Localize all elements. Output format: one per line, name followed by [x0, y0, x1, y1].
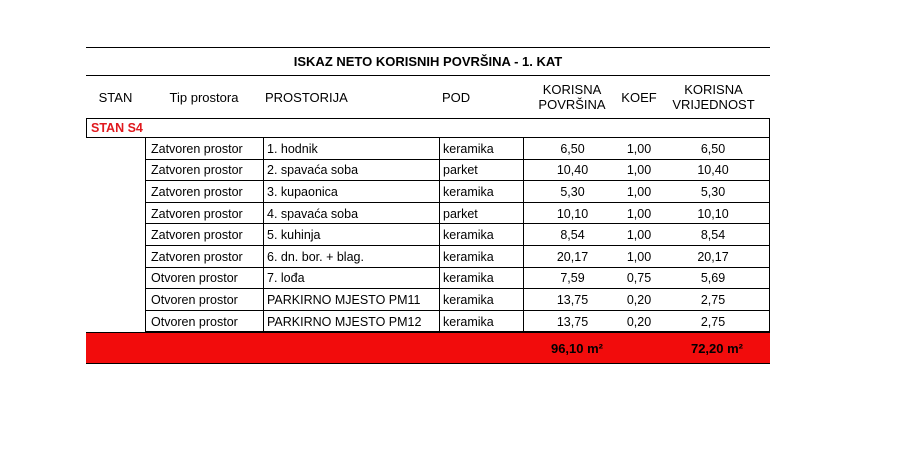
korisna-vrijednost-cell: 6,50	[657, 138, 770, 160]
pod-cell: parket	[439, 203, 523, 225]
header-prostorija: PROSTORIJA	[265, 89, 348, 105]
prostorija-cell: 5. kuhinja	[263, 224, 439, 246]
tip-prostora-cell: Zatvoren prostor	[145, 138, 263, 160]
total-row	[86, 332, 770, 364]
pod-cell: keramika	[439, 138, 523, 160]
prostorija-cell: 6. dn. bor. + blag.	[263, 246, 439, 268]
header-pod: POD	[442, 89, 471, 105]
prostorija-cell: 1. hodnik	[263, 138, 439, 160]
korisna-vrijednost-cell: 2,75	[657, 311, 770, 333]
korisna-povrsina-cell: 13,75	[523, 311, 621, 333]
koef-cell: 1,00	[626, 249, 652, 264]
korisna-povrsina-cell: 20,17	[523, 246, 621, 268]
tip-prostora-cell: Zatvoren prostor	[145, 246, 263, 268]
koef-cell: 1,00	[626, 184, 652, 199]
korisna-vrijednost-cell: 20,17	[657, 246, 770, 268]
tip-prostora-cell: Zatvoren prostor	[145, 181, 263, 203]
total-vrijednost: 72,20 m²	[690, 340, 744, 356]
korisna-povrsina-cell: 6,50	[523, 138, 621, 160]
koef-cell: 1,00	[626, 206, 652, 221]
table-body	[86, 138, 770, 332]
pod-cell: parket	[439, 160, 523, 182]
prostorija-cell: PARKIRNO MJESTO PM12	[263, 311, 439, 333]
koef-cell: 0,75	[626, 271, 652, 286]
tip-prostora-cell: Zatvoren prostor	[145, 160, 263, 182]
tip-prostora-cell: Otvoren prostor	[145, 289, 263, 311]
table-row	[86, 181, 770, 203]
korisna-povrsina-cell: 8,54	[523, 224, 621, 246]
table-title: ISKAZ NETO KORISNIH POVRŠINA - 1. KAT	[86, 47, 770, 76]
table-row	[86, 138, 770, 160]
area-table	[86, 47, 770, 364]
table-row	[86, 224, 770, 246]
pod-cell: keramika	[439, 289, 523, 311]
prostorija-cell: 7. lođa	[263, 268, 439, 290]
korisna-povrsina-cell: 10,40	[523, 160, 621, 182]
header-koef: KOEF	[621, 89, 657, 105]
prostorija-cell: 3. kupaonica	[263, 181, 439, 203]
koef-cell: 1,00	[626, 228, 652, 243]
pod-cell: keramika	[439, 311, 523, 333]
tip-prostora-cell: Zatvoren prostor	[145, 203, 263, 225]
koef-cell: 1,00	[626, 163, 652, 178]
table-row	[86, 203, 770, 225]
korisna-vrijednost-cell: 2,75	[657, 289, 770, 311]
pod-cell: keramika	[439, 181, 523, 203]
pod-cell: keramika	[439, 268, 523, 290]
tip-prostora-cell: Zatvoren prostor	[145, 224, 263, 246]
koef-cell: 1,00	[626, 141, 652, 156]
koef-cell: 0,20	[626, 314, 652, 329]
korisna-povrsina-cell: 7,59	[523, 268, 621, 290]
header-korisna-povrsina: KORISNA POVRŠINA	[538, 82, 606, 112]
total-povrsina: 96,10 m²	[550, 340, 604, 356]
pod-cell: keramika	[439, 246, 523, 268]
header-row	[86, 76, 770, 118]
korisna-povrsina-cell: 5,30	[523, 181, 621, 203]
korisna-vrijednost-cell: 10,40	[657, 160, 770, 182]
pod-cell: keramika	[439, 224, 523, 246]
koef-cell: 0,20	[626, 292, 652, 307]
header-korisna-vrijednost: KORISNA VRIJEDNOST	[672, 82, 755, 112]
table-row	[86, 246, 770, 268]
korisna-povrsina-cell: 10,10	[523, 203, 621, 225]
tip-prostora-cell: Otvoren prostor	[145, 268, 263, 290]
korisna-vrijednost-cell: 5,69	[657, 268, 770, 290]
prostorija-cell: PARKIRNO MJESTO PM11	[263, 289, 439, 311]
header-tip-prostora: Tip prostora	[169, 89, 239, 105]
tip-prostora-cell: Otvoren prostor	[145, 311, 263, 333]
prostorija-cell: 4. spavaća soba	[263, 203, 439, 225]
prostorija-cell: 2. spavaća soba	[263, 160, 439, 182]
korisna-vrijednost-cell: 10,10	[657, 203, 770, 225]
table-row	[86, 160, 770, 182]
korisna-povrsina-cell: 13,75	[523, 289, 621, 311]
korisna-vrijednost-cell: 5,30	[657, 181, 770, 203]
table-row	[86, 268, 770, 290]
section-label: STAN S4	[86, 118, 770, 138]
table-row	[86, 289, 770, 311]
korisna-vrijednost-cell: 8,54	[657, 224, 770, 246]
header-stan: STAN	[98, 89, 133, 105]
table-row	[86, 311, 770, 333]
